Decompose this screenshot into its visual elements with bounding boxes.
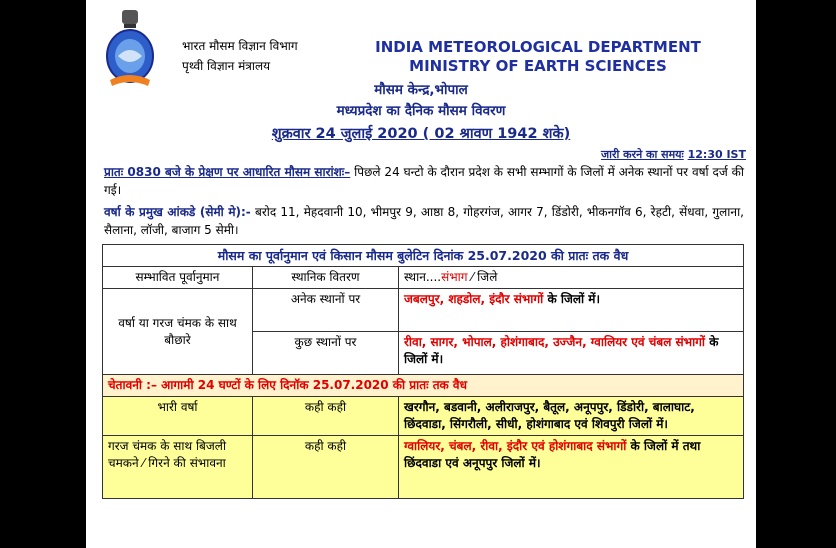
warning-heavy-event: भारी वर्षा	[103, 397, 253, 436]
table-row	[103, 289, 744, 332]
warning-heavy-distribution: कही कही	[253, 397, 399, 436]
warning-title-row	[103, 375, 744, 397]
bulletin-page	[86, 0, 756, 548]
warning-thunder-suffix: के जिलों में तथा छिंदवाडा एवं अनूपपुर जिलों में।	[404, 439, 701, 470]
header-places-division: संभाग	[441, 270, 468, 284]
rainfall-text: बरोद 11, मेहदवानी 10, भीमपुर 9, आष्ठा 8, गोहरगंज, आगर 7, डिंडोरी, भीकनगॉव 6, रेहटी, सेंधवा, गुलाना, सैलाना, लॉजी, बाजाग 5 सेमी।	[104, 205, 744, 237]
header-expected-forecast: सम्भावित पूर्वानुमान	[103, 267, 253, 289]
hindi-org-line1: भारत मौसम विज्ञान विभाग	[182, 39, 298, 53]
forecast-row2-suffix: के जिलों में।	[404, 335, 719, 366]
warning-heavy-places: खरगौन, बडवानी, अलीराजपुर, बैतूल, अनूपपुर, डिंडोरी, बालाघाट, छिंदवाडा, सिंगरौली, सीधी, होशंगाबाद एवं शिवपुरी जिलों में।	[399, 397, 744, 436]
warning-thunder-event: गरज चंमक के साथ बिजली चमकने ⁄ गिरने की संभावना	[103, 436, 253, 499]
header-places	[399, 267, 744, 289]
eng-org-line2: MINISTRY OF EARTH SCIENCES	[409, 57, 667, 75]
forecast-table	[102, 244, 744, 499]
header-places-prefix: स्थान....	[404, 270, 442, 284]
forecast-title-row	[103, 245, 744, 267]
rainfall-summary	[104, 203, 744, 239]
hindi-org-name	[182, 36, 298, 76]
issue-time	[601, 147, 746, 162]
bulletin-date: शुक्रवार 24 जुलाई 2020 ( 02 श्रावण 1942 शके)	[271, 126, 571, 142]
warning-title: चेतावनी :– आगामी 24 घण्टों के लिए दिनॉक 25.07.2020 की प्रातः तक वैध	[103, 375, 744, 397]
summary-lead: प्रातः 0830 बजे के प्रेक्षण पर आधारित मौसम सारांशः–	[104, 165, 351, 179]
issue-time-value: 12:30 IST	[687, 148, 746, 161]
forecast-row1-suffix: के जिलों में।	[543, 292, 600, 306]
forecast-event: वर्षा या गरज चंमक के साथ बौछारे	[103, 289, 253, 375]
forecast-row1-divisions: जबलपुर, शहडोल, इंदौर संभागों	[404, 292, 544, 306]
forecast-row1-distribution: अनेक स्थानों पर	[253, 289, 399, 332]
forecast-row2-places	[399, 332, 744, 375]
emblem-logo	[100, 8, 160, 88]
eng-org-line1: INDIA METEOROLOGICAL DEPARTMENT	[375, 38, 701, 56]
table-row	[103, 436, 744, 499]
centre-name: मौसम केन्द्र,भोपाल	[374, 82, 468, 98]
header-spatial-distribution: स्थानिक वितरण	[253, 267, 399, 289]
forecast-row1-places	[399, 289, 744, 332]
english-org-name	[358, 38, 718, 76]
table-row	[103, 397, 744, 436]
warning-thunder-divisions: ग्वालियर, चंबल, रीवा, इंदौर एवं होशंगाबाद संभागों	[404, 439, 627, 453]
warning-thunder-places	[399, 436, 744, 499]
warning-thunder-distribution: कही कही	[253, 436, 399, 499]
issue-label: जारी करने का समयः	[600, 148, 684, 161]
rainfall-lead: वर्षा के प्रमुख आंकडे (सेमी मे):-	[104, 205, 251, 219]
forecast-row2-divisions: रीवा, सागर, भोपाल, होशंगाबाद, उज्जैन, ग्वालियर एवं चंबल संभागों	[404, 335, 706, 349]
summary-text: पिछले 24 घन्टो के दौरान प्रदेश के सभी सम्भागों के जिलों में अनेक स्थानों पर वर्षा दर्ज की गई।	[104, 165, 744, 197]
bulletin-title: मध्यप्रदेश का दैनिक मौसम विवरण	[336, 103, 506, 119]
weather-summary	[104, 163, 744, 199]
forecast-row2-distribution: कुछ स्थानों पर	[253, 332, 399, 375]
hindi-org-line2: पृथ्वी विज्ञान मंत्रालय	[182, 59, 271, 73]
forecast-header-row	[103, 267, 744, 289]
forecast-title: मौसम का पूर्वानुमान एवं किसान मौसम बुलेटिन दिनांक 25.07.2020 की प्रातः तक वैध	[103, 245, 744, 267]
header-places-suffix: ⁄ जिले	[467, 270, 498, 284]
